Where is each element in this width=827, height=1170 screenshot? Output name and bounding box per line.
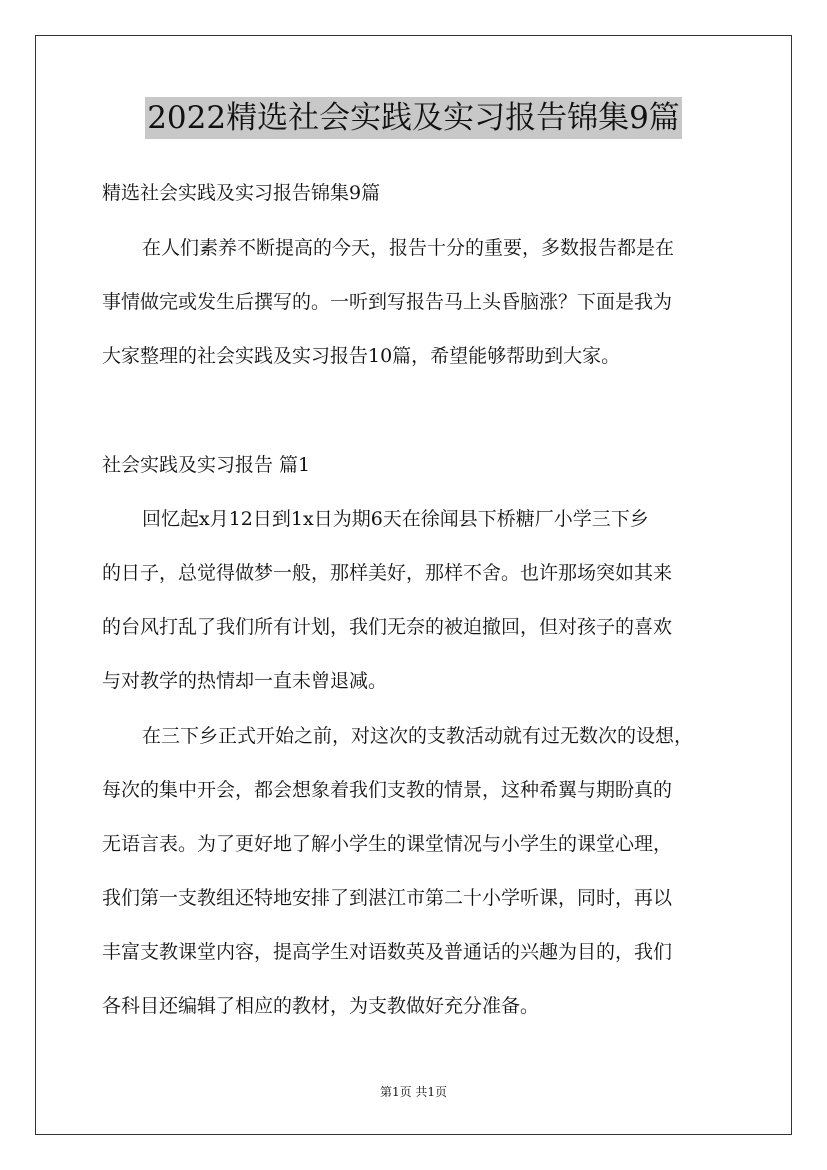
document-subtitle: 精选社会实践及实习报告锦集9篇 — [102, 182, 381, 204]
document-title: 2022精选社会实践及实习报告锦集9篇 — [145, 97, 682, 139]
para1-line-3: 的台风打乱了我们所有计划，我们无奈的被迫撤回，但对孩子的喜欢 — [102, 616, 673, 638]
para2-line-3: 无语言表。为了更好地了解小学生的课堂情况与小学生的课堂心理， — [102, 833, 673, 855]
intro-line-1: 在人们素养不断提高的今天，报告十分的重要，多数报告都是在 — [142, 237, 675, 259]
intro-line-2: 事情做完或发生后撰写的。一听到写报告马上头昏脑涨？下面是我为 — [102, 291, 673, 313]
para2-line-1: 在三下乡正式开始之前，对这次的支教活动就有过无数次的设想， — [142, 725, 694, 747]
para2-line-2: 每次的集中开会，都会想象着我们支教的情景，这种希翼与期盼真的 — [102, 779, 673, 801]
para1-line-1: 回忆起x月12日到1x日为期6天在徐闻县下桥糖厂小学三下乡 — [142, 508, 649, 530]
intro-line-3: 大家整理的社会实践及实习报告10篇，希望能够帮助到大家。 — [102, 345, 621, 367]
para2-line-6: 各科目还编辑了相应的教材，为支教做好充分准备。 — [102, 995, 540, 1017]
page-footer: 第1页 共1页 — [379, 1085, 448, 1099]
section-heading: 社会实践及实习报告 篇1 — [102, 454, 311, 476]
para1-line-4: 与对教学的热情却一直未曾退减。 — [102, 670, 388, 692]
para2-line-4: 我们第一支教组还特地安排了到湛江市第二十小学听课，同时，再以 — [102, 887, 673, 909]
para2-line-5: 丰富支教课堂内容，提高学生对语数英及普通话的兴趣为目的，我们 — [102, 941, 673, 963]
title-container — [0, 97, 827, 139]
para1-line-2: 的日子，总觉得做梦一般，那样美好，那样不舍。也许那场突如其来 — [102, 562, 673, 584]
